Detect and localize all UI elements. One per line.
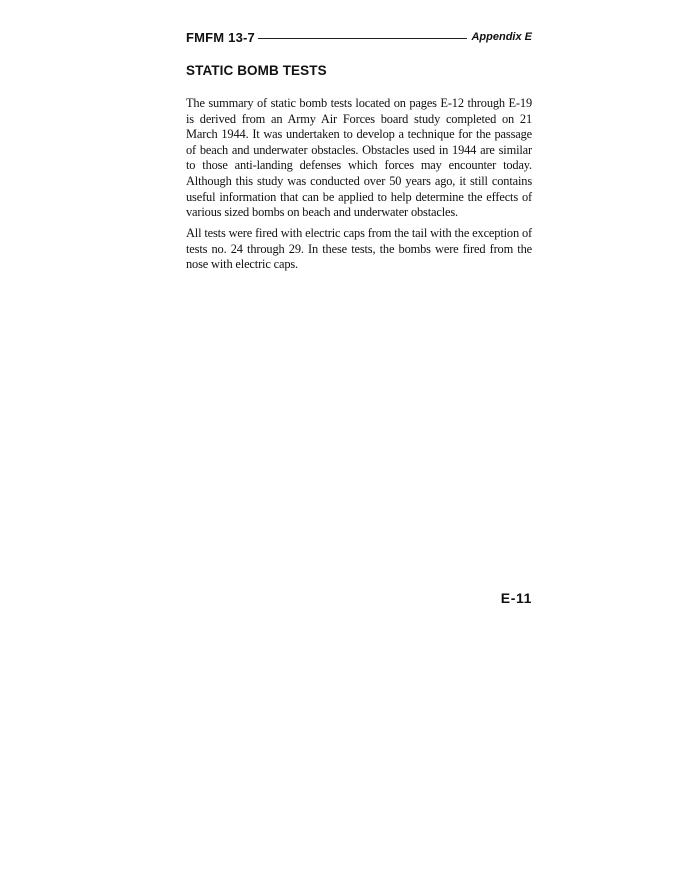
page-number: E-11 [500, 590, 532, 606]
running-header [186, 27, 532, 47]
body-paragraph: All tests were fired with electric caps from the tail with the exception of tests no. 24 through 29. In these tests, the bombs were fired from the nose with electric caps. [186, 226, 532, 272]
appendix-label: Appendix E [471, 31, 532, 43]
section-title: STATIC BOMB TESTS [186, 63, 327, 78]
header-rule [258, 38, 468, 39]
document-id: FMFM 13-7 [186, 29, 255, 45]
body-paragraph: The summary of static bomb tests located on pages E-12 through E-19 is derived from an Army Air Forces board study completed on 21 March 1944. It was undertaken to develop a technique for the passage of beach and underwater obstacles. Obstacles used in 1944 are similar to those anti-landing defenses which forces may encounter today. Although this study was conducted over 50 years ago, it still contains useful information that can be applied to help determine the effects of various sized bombs on beach and underwater obstacles. [186, 96, 532, 220]
